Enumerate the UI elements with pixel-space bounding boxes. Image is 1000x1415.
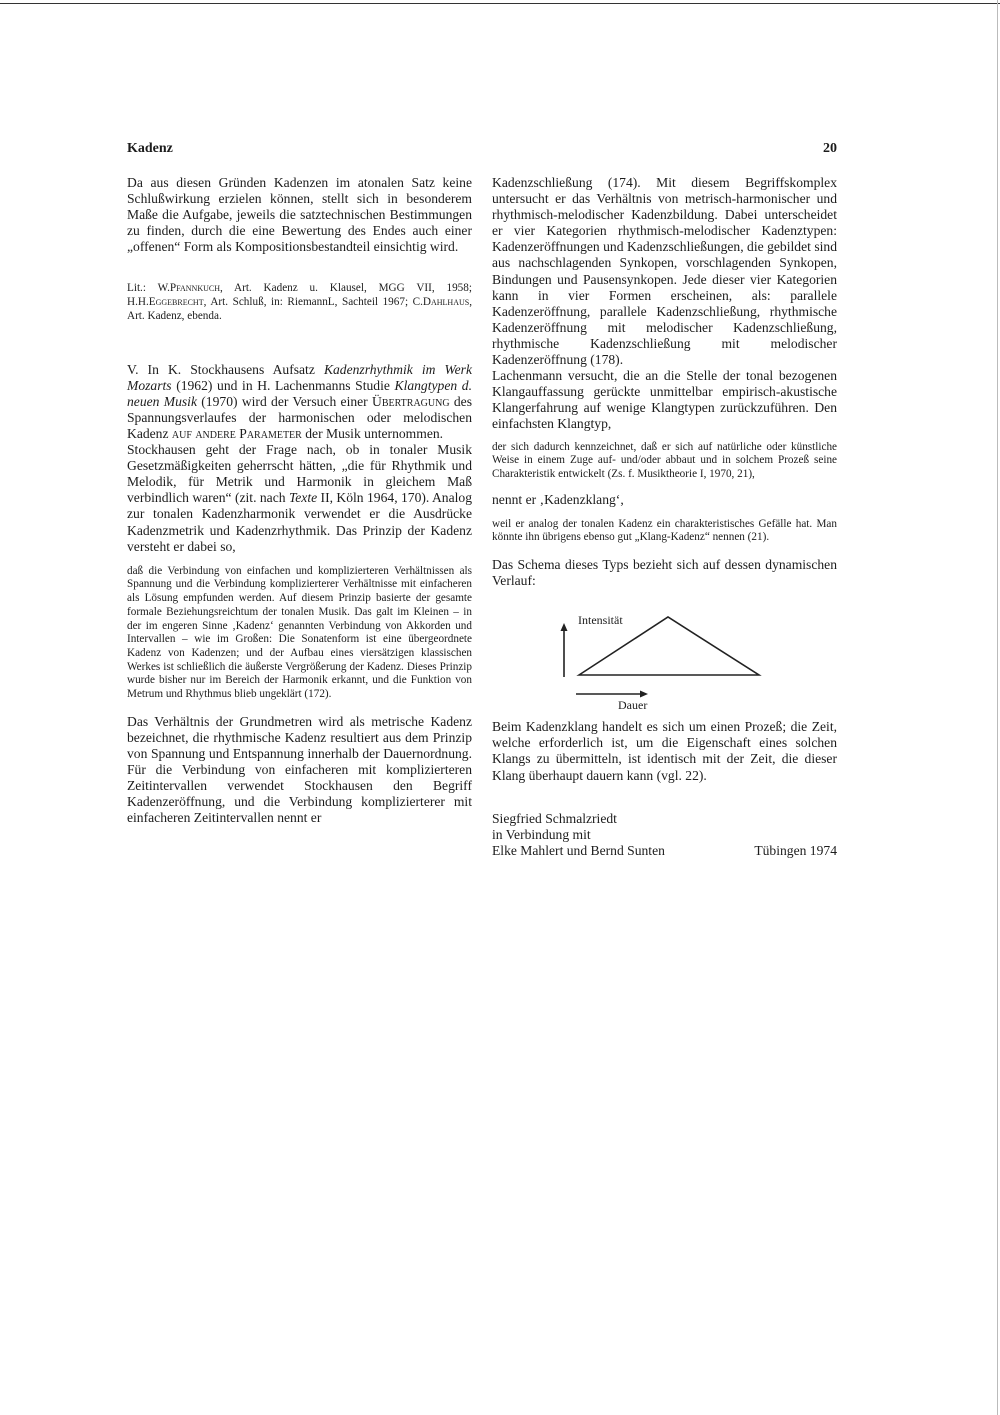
quote-lachenmann-1: der sich dadurch kennzeichnet, daß er sich auf natürliche oder künstliche Weise in einem Zuge auf- und/oder abbaut und in solchem Prozeß seine Charakteristik entwickelt (Zs. f. Musiktheorie I, 1970, 21), [492, 440, 837, 480]
paragraph-atonal-cadence: Da aus diesen Gründen Kadenzen im atonalen Satz keine Schlußwirkung erzielen können, stellt sich in besonderem Maße die Aufgabe, jeweils die satztechnischen Bestimmungen zu finden, durch die eine Bewertung des Endes auch einer „offenen“ Form als Kompositionsbestandteil einsichtig wird. [127, 175, 472, 255]
intensity-arrowhead [561, 623, 568, 631]
section-v-paragraph: V. In K. Stockhausens Aufsatz Kadenzrhythmik im Werk Mozarts (1962) und in H. Lachenmanns Studie Klangtypen d. neuen Musik (1970) wird der Versuch einer Übertragung des Spannungsverlaufes der harmonischen oder melodischen Kadenz auf andere Parameter der Musik unternommen. [127, 361, 472, 441]
signature-line-2: in Verbindung mit [492, 826, 591, 842]
quote-stockhausen: daß die Verbindung von einfachen und komplizierteren Verhältnissen als Spannung und die Verbindung komplizierterer Verhältnisse mit einfacheren als Lösung empfunden werden. Auf diesem Prinzip basierte der gesamte formale Beziehungsreichtum der tonalen Musik. Das galt im Kleinen – in der im engeren Sinne ‚Kadenz‘ genannten Verbindung von Akkorden und Intervallen – wie im Großen: Die Sonatenform ist eine übergeordnete Kadenz von Kadenzen; und der Aufbau eines viersätzigen klassischen Werkes ist schließlich die äußerste Vergrößerung der Kadenz. Dieses Prinzip wurde bisher nur im Bereich der Harmonik erkannt, und die Funktion von Metrum und Rhythmus blieb ungeklärt (172). [127, 564, 472, 701]
dynamic-curve-diagram [492, 597, 837, 713]
paragraph-schema: Das Schema dieses Typs bezieht sich auf dessen dynamischen Verlauf: [492, 557, 837, 589]
diagram-svg [492, 597, 837, 707]
right-border-line [997, 0, 998, 1415]
y-axis-label: Intensität [578, 613, 623, 628]
x-axis-label: Dauer [618, 698, 648, 713]
quote-lachenmann-2: weil er analog der tonalen Kadenz ein charakteristisches Gefälle hat. Man könnte ihn übrigens ebenso gut „Klang-Kadenz“ nennen (21). [492, 517, 837, 544]
duration-arrowhead [640, 691, 648, 698]
paragraph-kadenzklang: nennt er ‚Kadenzklang‘, [492, 491, 624, 507]
top-border-line [0, 3, 1000, 4]
paragraph-prozess: Beim Kadenzklang handelt es sich um einen Prozeß; die Zeit, welche erforderlich ist, um die Eigenschaft eines solchen Klangs zu übermitteln, ist identisch mit der Zeit, die dieser Klang überhaupt dauern kann (vgl. 22). [492, 719, 837, 783]
paragraph-stockhausen: Stockhausen geht der Frage nach, ob in tonaler Musik Gesetzmäßigkeiten geherrscht hätten, „die für Rhythmik und Melodik, für Metrik und Harmonik in gleichem Maß verbindlich waren“ (zit. nach Texte II, Köln 1964, 170). Analog zur tonalen Kadenzharmonik verwendet er die Ausdrücke Kadenzmetrik und Kadenzrhythmik. Das Prinzip der Kadenz versteht er dabei so, [127, 442, 472, 554]
paragraph-grundmetren: Das Verhältnis der Grundmetren wird als metrische Kadenz bezeichnet, die rhythmische Kadenz resultiert aus dem Prinzip von Spannung und Entspannung innerhalb der Dauernordnung. Für die Verbindung von einfacheren mit komplizierteren Zeitintervallen verwendet Stockhausen den Begriff Kadenzeröffnung, und die Verbindung komplizierterer mit einfacheren Zeitintervallen nennt er [127, 713, 472, 826]
signature-line-1: Siegfried Schmalzriedt [492, 810, 617, 826]
running-head-title: Kadenz [127, 141, 173, 156]
paragraph-kadenzschliessung: Kadenzschließung (174). Mit diesem Begriffskomplex untersucht er das Verhältnis von metrisch-harmonischer und rhythmisch-melodischer Kadenzbildung. Dabei unterscheidet er vier Kategorien rhythmisch-melodischer Kadenztypen: Kadenzeröffnungen und Kadenzschließungen, die gebildet sind aus nachschlagenden Synkopen, vorschlagenden Synkopen, Bindungen und Pausensynkopen. Jede dieser vier Kategorien kann in vier Formen erscheinen, als: parallele Kadenzeröffnung, parallele Kadenzschließung, rhythmische Kadenzeröffnung mit melodischer Kadenzschließung, rhythmische Kadenzschließung mit melodischer Kadenzeröffnung (178). [492, 175, 837, 368]
paragraph-lachenmann: Lachenmann versucht, die an die Stelle der tonal bezogenen Klangauffassung gerückte unmittelbar empirisch-akustische Klangerfahrung auf wenige Klangtypen zurückzuführen. Den einfachsten Klangtyp, [492, 368, 837, 432]
right-column [492, 175, 837, 860]
left-column [127, 175, 472, 826]
signature-line-3: Elke Mahlert und Bernd Sunten [492, 843, 665, 859]
page-number: 20 [823, 141, 837, 156]
literature-note: Lit.: W.Pfannkuch, Art. Kadenz u. Klausel, MGG VII, 1958; H.H.Eggebrecht, Art. Schluß, in: RiemannL, Sachteil 1967; C.Dahlhaus, Art. Kadenz, ebenda. [127, 282, 472, 322]
signature-place-date: Tübingen 1974 [754, 843, 837, 859]
author-signature [492, 811, 837, 860]
